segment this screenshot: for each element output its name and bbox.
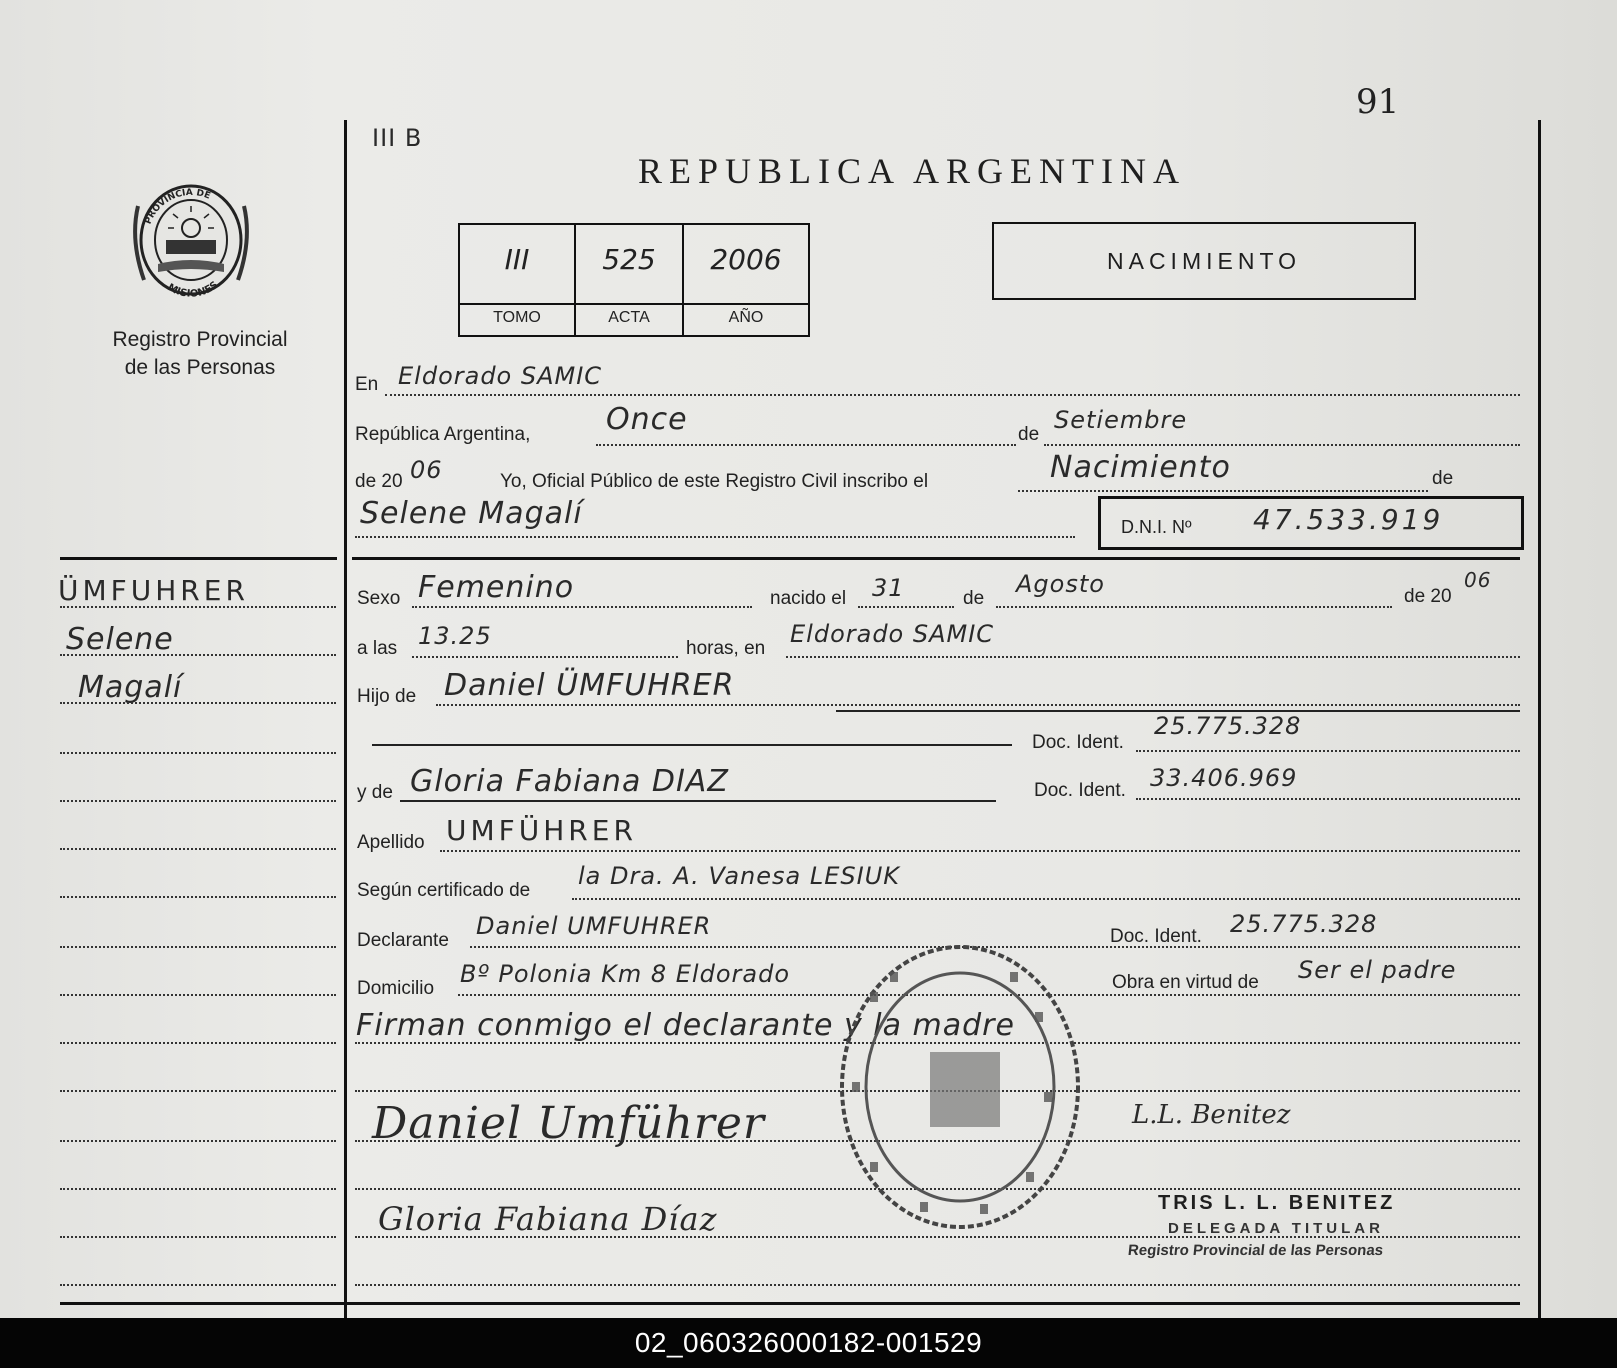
day-words-value: Once xyxy=(606,402,688,437)
doc-ident-label-2: Doc. Ident. xyxy=(1034,780,1126,801)
dni-value: 47.533.919 xyxy=(1253,503,1444,536)
sidebar-surname: ÜMFUHRER xyxy=(58,574,249,607)
birth-day-value: 31 xyxy=(872,574,905,602)
tomo-value: III xyxy=(504,243,530,276)
obra-label: Obra en virtud de xyxy=(1112,972,1259,993)
registry-box xyxy=(458,223,810,337)
tomo-label: TOMO xyxy=(460,303,574,327)
issuer-name-line2: de las Personas xyxy=(124,356,276,379)
year-prefix-label: de 20 xyxy=(355,471,403,492)
a-las-label: a las xyxy=(357,638,398,659)
doc-ident-label-3: Doc. Ident. xyxy=(1110,926,1202,947)
record-type-box xyxy=(992,222,1416,300)
official-organization: Registro Provincial de las Personas xyxy=(1127,1242,1385,1259)
declarant-value: Daniel UMFUHRER xyxy=(476,912,712,940)
sidebar-line xyxy=(60,1236,336,1238)
left-margin-line xyxy=(344,120,347,1318)
hijo-label: Hijo de xyxy=(357,686,417,707)
form-line xyxy=(385,394,1520,396)
address-value: Bº Polonia Km 8 Eldorado xyxy=(460,960,791,988)
sidebar-middle-name: Magalí xyxy=(78,670,183,705)
page-title: REPUBLICA ARGENTINA xyxy=(638,151,1187,191)
event-value: Nacimiento xyxy=(1050,450,1231,485)
anio-cell xyxy=(684,225,808,335)
en-label: En xyxy=(355,374,379,395)
acta-cell xyxy=(576,225,684,335)
sidebar-line xyxy=(60,1188,336,1190)
certifier-value: la Dra. A. Vanesa LESIUK xyxy=(578,862,900,890)
official-signature: L.L. Benitez xyxy=(1132,1100,1291,1130)
sidebar-line xyxy=(60,994,336,996)
sidebar-line xyxy=(60,848,336,850)
closing-text: Firman conmigo el declarante y la madre xyxy=(356,1008,1015,1043)
declarante-label: Declarante xyxy=(357,930,449,951)
issuer-name-line1: Registro Provincial xyxy=(112,328,288,351)
form-line xyxy=(1044,444,1520,446)
form-line xyxy=(440,850,1520,852)
document-id-footer: 02_060326000182-001529 xyxy=(0,1318,1617,1368)
birth-year-suffix: 06 xyxy=(1464,568,1492,592)
father-signature: Daniel Umführer xyxy=(372,1098,765,1149)
birth-time-value: 13.25 xyxy=(418,622,492,650)
svg-text:MISIONES: MISIONES xyxy=(165,279,221,300)
birth-place-value: Eldorado SAMIC xyxy=(790,620,995,648)
certificado-label: Según certificado de xyxy=(357,880,531,901)
form-line xyxy=(596,444,1016,446)
sidebar-line xyxy=(60,946,336,948)
anio-value: 2006 xyxy=(710,243,782,276)
sidebar-line xyxy=(60,752,336,754)
father-doc-value: 25.775.328 xyxy=(1154,712,1302,740)
form-line xyxy=(355,536,1075,538)
sidebar-line xyxy=(60,654,336,656)
acta-label: ACTA xyxy=(576,303,682,327)
mother-signature: Gloria Fabiana Díaz xyxy=(378,1200,718,1238)
sidebar-line xyxy=(60,1090,336,1092)
surname-value: UMFÜHRER xyxy=(446,814,637,847)
form-line xyxy=(858,606,954,608)
republic-label: República Argentina, xyxy=(355,424,531,445)
declarant-doc-value: 25.775.328 xyxy=(1230,910,1378,938)
official-stamp xyxy=(830,932,1090,1242)
sex-value: Femenino xyxy=(418,570,575,605)
de-label-2: de xyxy=(1432,468,1454,489)
sidebar-line xyxy=(60,1042,336,1044)
form-line xyxy=(1018,490,1428,492)
sexo-label: Sexo xyxy=(357,588,401,609)
form-line xyxy=(1136,750,1520,752)
sidebar-line xyxy=(60,800,336,802)
form-line xyxy=(436,704,1520,706)
doc-ident-label: Doc. Ident. xyxy=(1032,732,1124,753)
de-label: de xyxy=(1018,424,1040,445)
y-de-label: y de xyxy=(357,782,393,803)
place-value: Eldorado SAMIC xyxy=(398,362,603,390)
bottom-line xyxy=(60,1302,1520,1305)
page-number: 91 xyxy=(1356,82,1400,122)
provincial-seal-logo xyxy=(128,176,254,308)
margin-note: III B xyxy=(372,124,423,152)
right-border-line xyxy=(1538,120,1541,1318)
sidebar-line xyxy=(60,606,336,608)
form-line xyxy=(355,1284,1520,1286)
form-line xyxy=(786,656,1520,658)
sidebar-line xyxy=(60,702,336,704)
svg-text:PROVINCIA DE: PROVINCIA DE xyxy=(143,187,212,226)
birth-month-value: Agosto xyxy=(1016,570,1105,598)
mother-doc-value: 33.406.969 xyxy=(1150,764,1298,792)
official-name: TRIS L. L. BENITEZ xyxy=(1158,1192,1396,1214)
acta-value: 525 xyxy=(602,243,656,276)
separator-line xyxy=(60,557,337,560)
child-name-value: Selene Magalí xyxy=(360,496,583,531)
form-line xyxy=(1136,798,1520,800)
form-line xyxy=(412,606,752,608)
sidebar-line xyxy=(60,1140,336,1142)
form-line xyxy=(996,606,1392,608)
official-title: DELEGADA TITULAR xyxy=(1168,1220,1384,1237)
sidebar-first-name: Selene xyxy=(66,622,174,657)
de-label-3: de xyxy=(963,588,985,609)
dni-box xyxy=(1098,496,1524,550)
separator-line xyxy=(352,557,1520,560)
form-line xyxy=(400,800,996,802)
form-line xyxy=(412,656,678,658)
issuer-name xyxy=(80,326,320,382)
dni-label: D.N.I. Nº xyxy=(1121,517,1192,537)
month-value: Setiembre xyxy=(1054,406,1188,434)
anio-label: AÑO xyxy=(684,303,808,327)
domicilio-label: Domicilio xyxy=(357,978,435,999)
officer-text: Yo, Oficial Público de este Registro Civil inscribo el xyxy=(500,471,929,492)
born-label: nacido el xyxy=(770,588,847,609)
sidebar-line xyxy=(60,1284,336,1286)
virtue-value: Ser el padre xyxy=(1298,956,1457,984)
form-line xyxy=(572,898,1520,900)
mother-name-value: Gloria Fabiana DIAZ xyxy=(410,764,729,799)
birth-year-prefix: de 20 xyxy=(1404,586,1452,607)
form-line xyxy=(372,744,1012,746)
year-suffix-value: 06 xyxy=(410,456,443,484)
tomo-cell xyxy=(460,225,576,335)
apellido-label: Apellido xyxy=(357,832,425,853)
horas-label: horas, en xyxy=(686,638,766,659)
record-type: NACIMIENTO xyxy=(1107,248,1301,274)
sidebar-line xyxy=(60,896,336,898)
father-name-value: Daniel ÜMFUHRER xyxy=(444,668,735,703)
